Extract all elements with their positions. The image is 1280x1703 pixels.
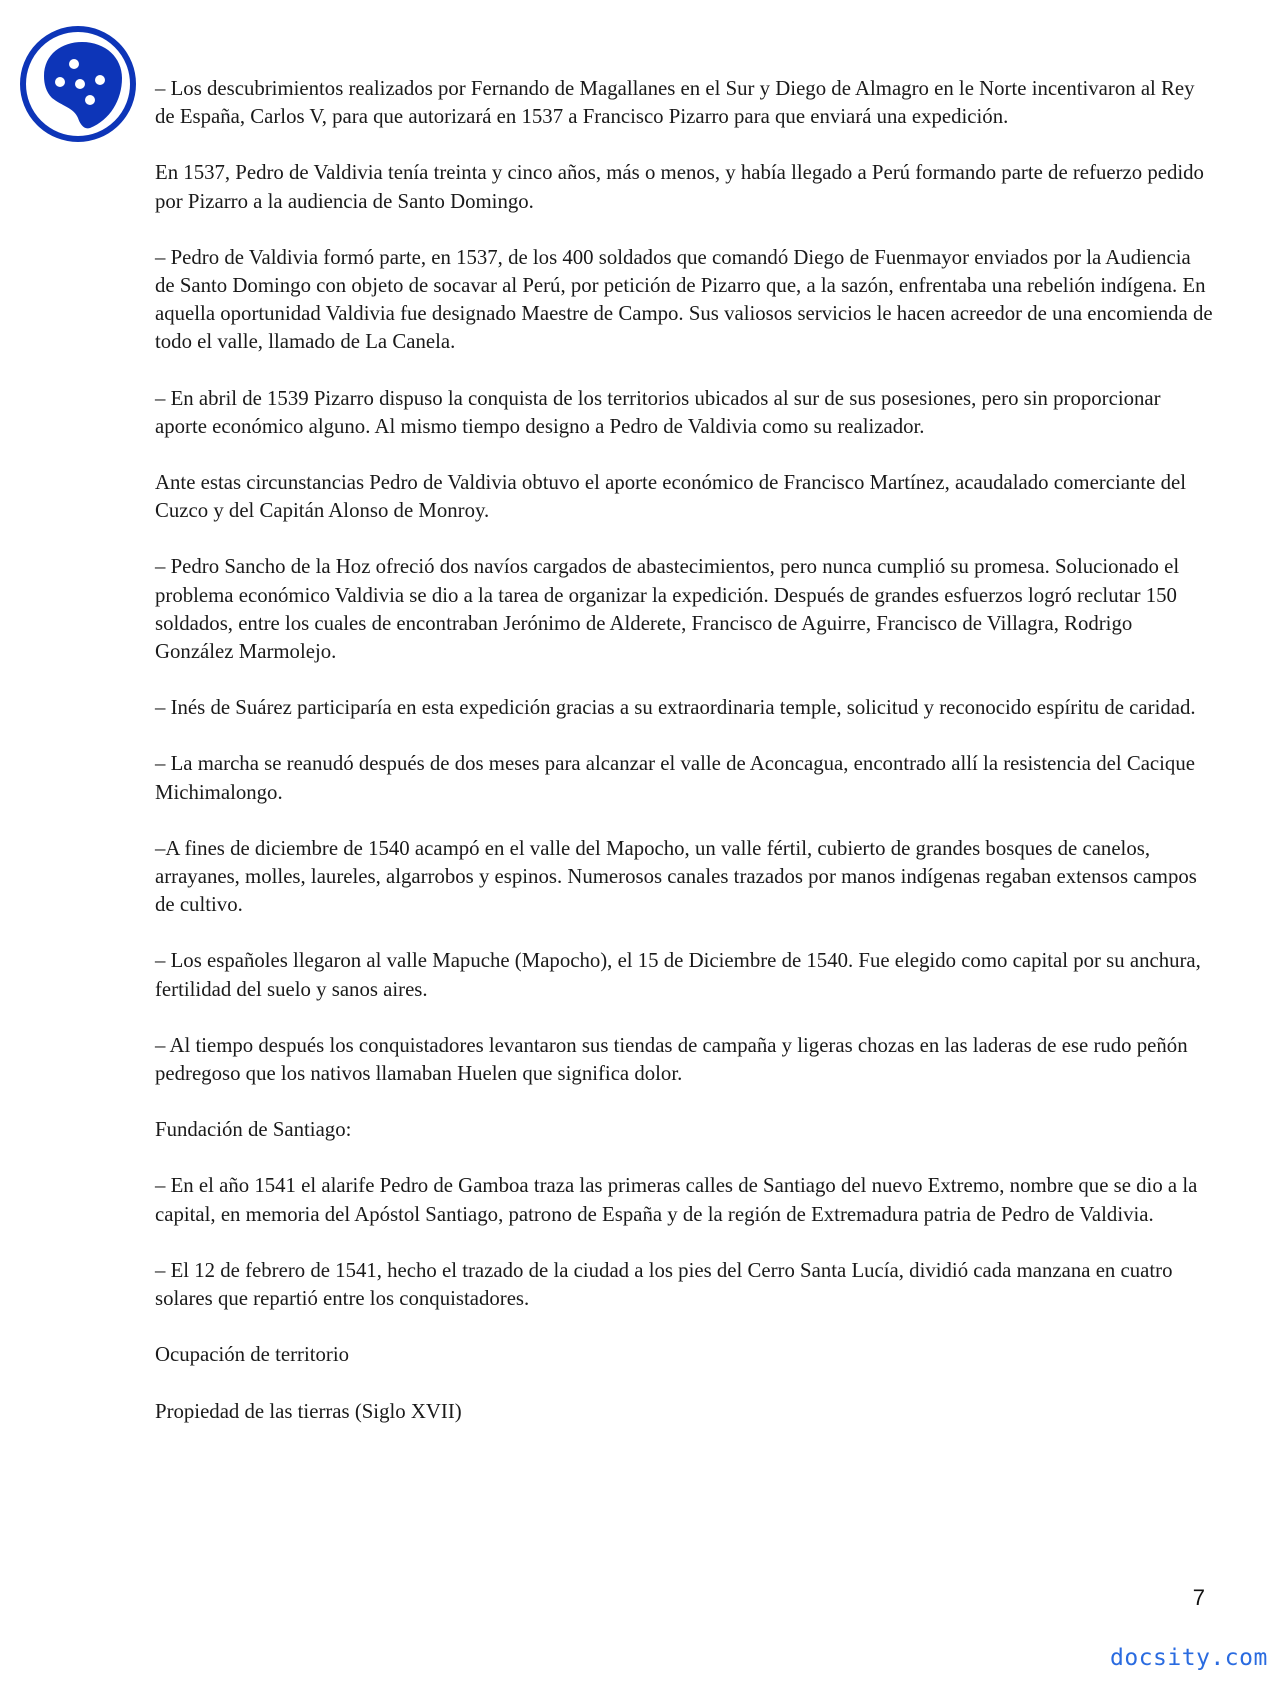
paragraph: –A fines de diciembre de 1540 acampó en el valle del Mapocho, un valle fértil, cubierto de grandes bosques de canelos, arrayanes, molles, laureles, algarrobos y espinos. Numerosos canales trazados por manos indígenas regaban extensos campos de cultivo. [155,836,1197,917]
page-number: 7 [1192,1585,1205,1610]
paragraph: – Al tiempo después los conquistadores levantaron sus tiendas de campaña y ligeras chozas en las laderas de ese rudo peñón pedregoso que los nativos llamaban Huelen que significa dolor. [155,1033,1188,1086]
paragraph: – En abril de 1539 Pizarro dispuso la conquista de los territorios ubicados al sur de sus posesiones, pero sin proporcionar aporte económico alguno. Al mismo tiempo designo a Pedro de Valdivia como su realizador. [155,386,1161,438]
section-heading: Ocupación de territorio [155,1343,350,1367]
section-heading: Fundación de Santiago: [155,1118,352,1142]
watermark-link[interactable]: docsity.com [1110,1645,1268,1671]
paragraph: – Inés de Suárez participaría en esta expedición gracias a su extraordinaria temple, solicitud y reconocido espíritu de caridad. [155,696,1196,720]
paragraph: – En el año 1541 el alarife Pedro de Gamboa traza las primeras calles de Santiago del nuevo Extremo, nombre que se dio a la capital, en memoria del Apóstol Santiago, patrono de España y de la región de Extremadura patria de Pedro de Valdivia. [155,1174,1198,1226]
paragraph: – Los descubrimientos realizados por Fernando de Magallanes en el Sur y Diego de Almagro en le Norte incentivaron al Rey de España, Carlos V, para que autorizará en 1537 a Francisco Pizarro para que enviará una expedición. [155,77,1195,129]
paragraph: – La marcha se reanudó después de dos meses para alcanzar el valle de Aconcagua, encontrado allí la resistencia del Cacique Michimalongo. [155,752,1195,804]
paragraph: – Los españoles llegaron al valle Mapuche (Mapocho), el 15 de Diciembre de 1540. Fue elegido como capital por su anchura, fertilidad del suelo y sanos aires. [155,949,1201,1001]
docsity-logo-icon [18,24,138,144]
paragraph: – El 12 de febrero de 1541, hecho el trazado de la ciudad a los pies del Cerro Santa Lucía, dividió cada manzana en cuatro solares que repartió entre los conquistadores. [155,1258,1173,1311]
section-heading: Propiedad de las tierras (Siglo XVII) [155,1399,462,1423]
paragraph: – Pedro Sancho de la Hoz ofreció dos navíos cargados de abastecimientos, pero nunca cumplió su promesa. Solucionado el problema económico Valdivia se dio a la tarea de organizar la expedición. Después de grandes esfuerzos logró reclutar 150 soldados, entre los cuales de encontraban Jerónimo de Alderete, Francisco de Aguirre, Francisco de Villagra, Rodrigo González Marmolejo. [155,555,1180,664]
paragraph: – Pedro de Valdivia formó parte, en 1537, de los 400 soldados que comandó Diego de Fuenmayor enviados por la Audiencia de Santo Domingo con objeto de socavar al Perú, por petición de Pizarro que, a la sazón, enfrentaba una rebelión indígena. En aquella oportunidad Valdivia fue designado Maestre de Campo. Sus valiosos servicios le hacen acreedor de una encomienda de todo el valle, llamado de La Canela. [155,245,1213,354]
logo-graphic [18,24,138,144]
document-body [155,75,1215,1454]
paragraph: Ante estas circunstancias Pedro de Valdivia obtuvo el aporte económico de Francisco Martínez, acaudalado comerciante del Cuzco y del Capitán Alonso de Monroy. [155,471,1186,523]
paragraph: En 1537, Pedro de Valdivia tenía treinta y cinco años, más o menos, y había llegado a Perú formando parte de refuerzo pedido por Pizarro a la audiencia de Santo Domingo. [155,161,1204,213]
